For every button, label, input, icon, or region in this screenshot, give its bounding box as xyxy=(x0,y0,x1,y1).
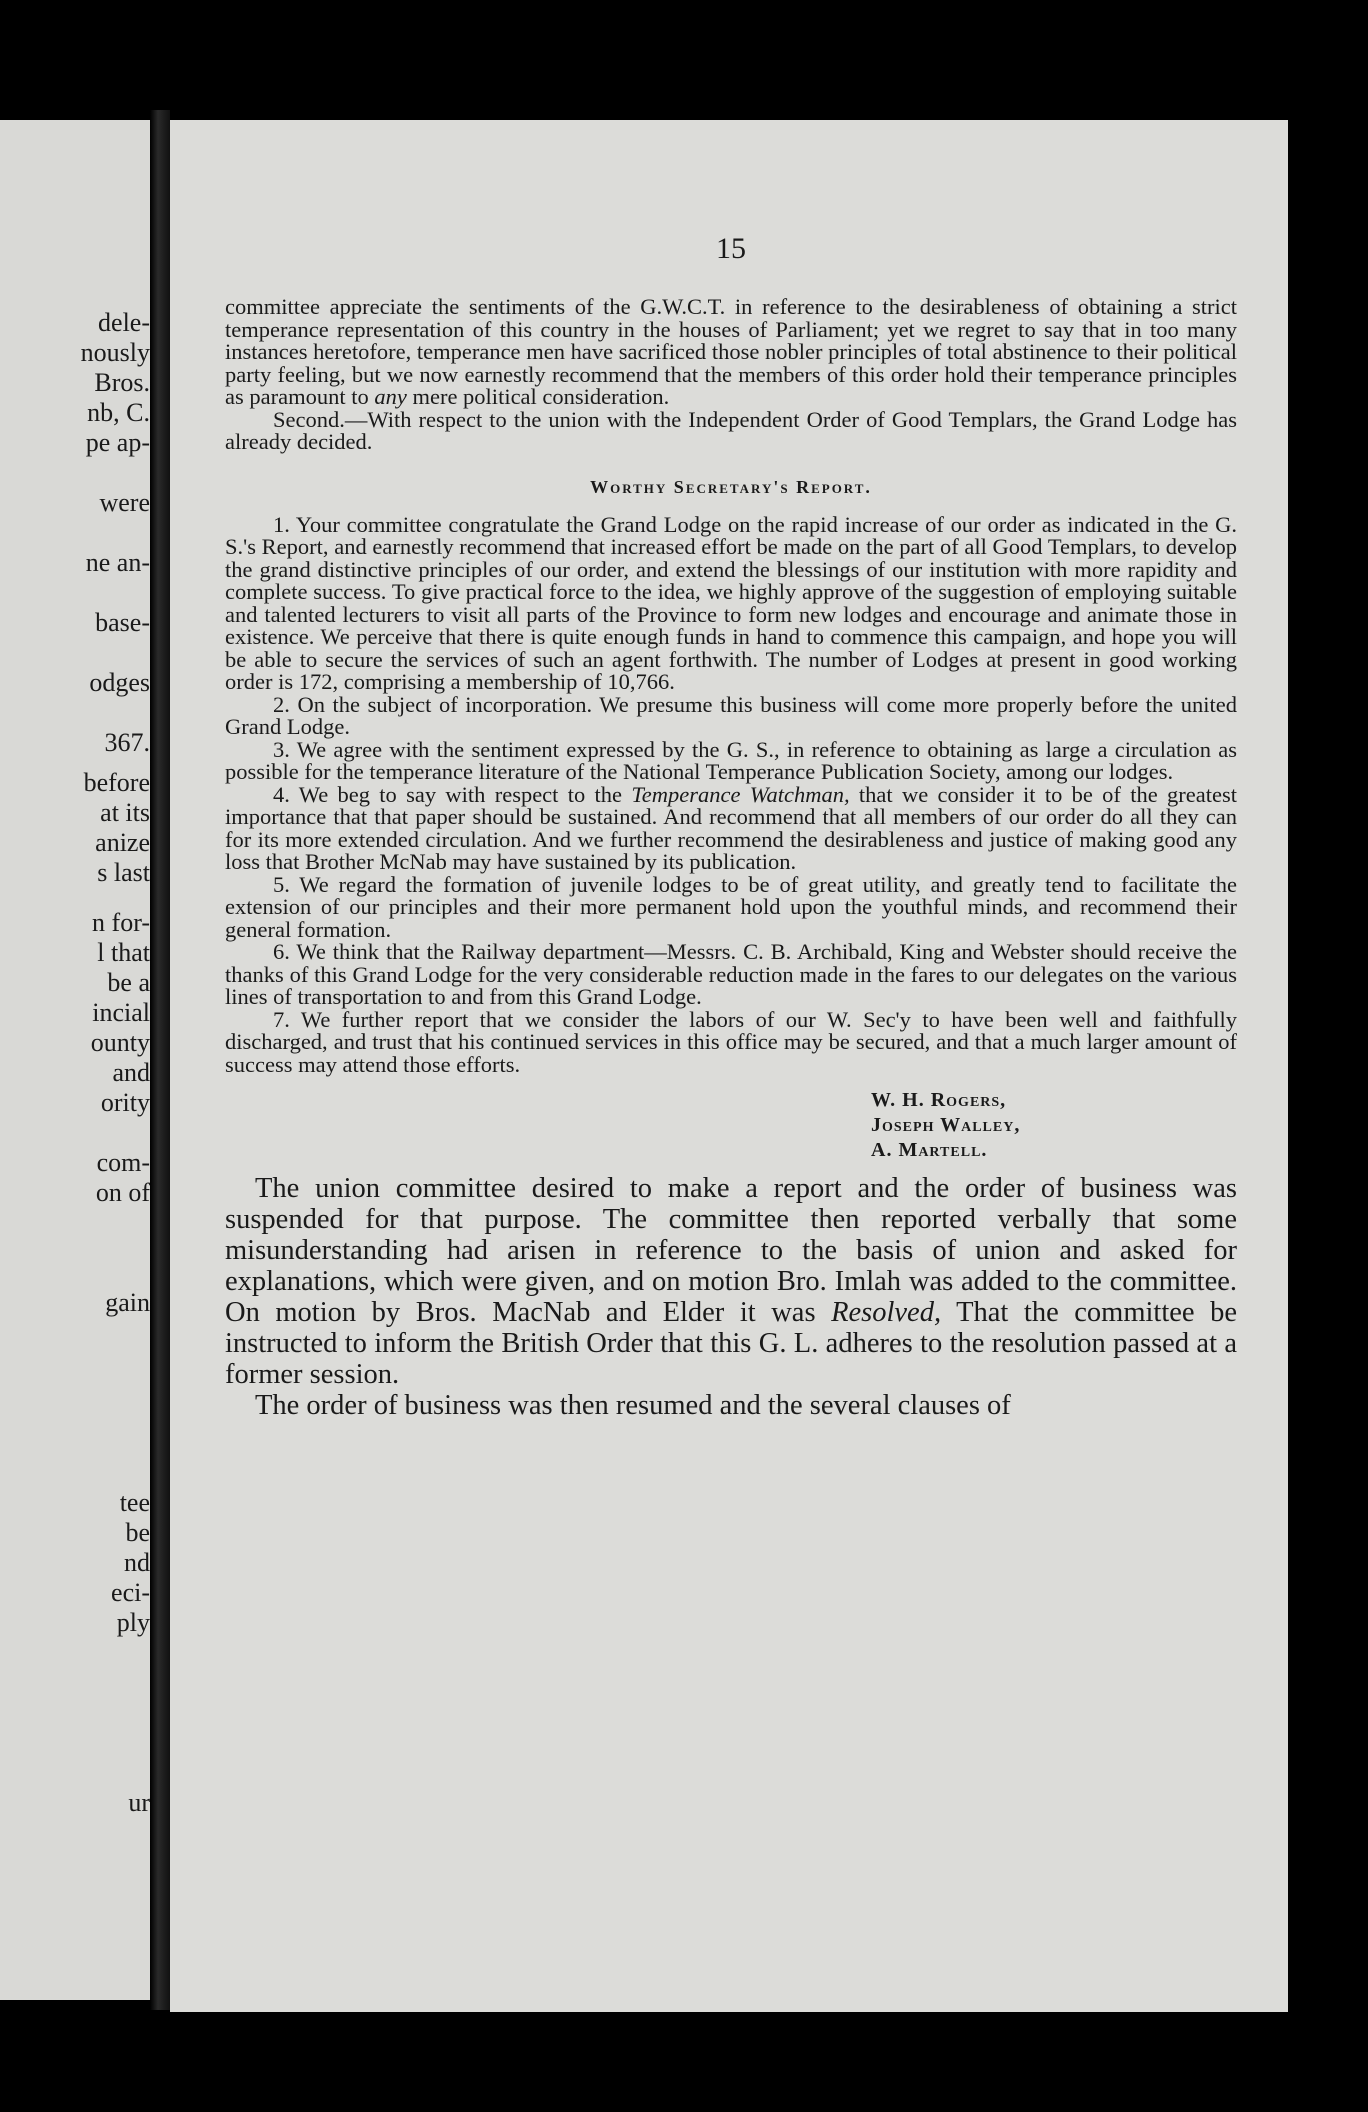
second-paragraph: Second.—With respect to the union with the Independent Order of Good Templars, the Grand Lodge has already decided. xyxy=(225,406,1237,454)
facing-line: nously xyxy=(80,338,150,367)
final-paragraph: The order of business was then resumed and the several clauses of xyxy=(255,1390,1011,1421)
document-page xyxy=(170,120,1288,2012)
facing-line: 367. xyxy=(104,728,150,757)
facing-line: before xyxy=(83,768,150,797)
facing-line: Bros. xyxy=(94,368,150,397)
opening-text: committee appreciate the sentiments of the G.W.C.T. in reference to the desirableness of obtaining a strict temperance representation of this country in the houses of Parliament; yet we regret to say that in too many instances heretofore, temperance men have sacrificed those nobler principles of total abstinence to their political party feeling, but we now earnestly recommend that the members of this order hold their temperance principles as paramount to xyxy=(225,294,1237,409)
opening-paragraph xyxy=(225,296,1237,409)
report-item: 6. We think that the Railway department—Messrs. C. B. Archibald, King and Webster should receive the thanks of this Grand Lodge for the very considerable reduction made in the fares to our delegates on the various lines of transportation to and from this Grand Lodge. xyxy=(225,939,1237,1009)
facing-line: ne an- xyxy=(85,548,150,577)
facing-line: ply xyxy=(116,1608,150,1637)
item4-pre: 4. We beg to say with respect to the xyxy=(273,781,623,807)
facing-line: ority xyxy=(100,1088,150,1117)
report-item: 3. We agree with the sentiment expressed by the G. S., in reference to obtaining as large a circulation as possible for the temperance literature of the National Temperance Publication Society, among our lodges. xyxy=(225,736,1237,784)
facing-line: be a xyxy=(107,968,150,997)
item4-emphasis: Temperance Watchman, xyxy=(631,781,850,807)
facing-line: be xyxy=(125,1518,150,1547)
facing-line: incial xyxy=(92,998,150,1027)
facing-page xyxy=(0,120,150,2000)
facing-line: base- xyxy=(95,608,150,637)
page-content xyxy=(225,232,1237,1421)
section-heading: Worthy Secretary's Report. xyxy=(590,476,872,497)
page-gutter xyxy=(150,110,170,2010)
union-text: The union committee desired to make a report and the order of business was suspended for that purpose. The committee then reported verbally that some misunderstanding had arisen in reference to the basis of union and asked for explanations, which were given, and on motion Bro. Imlah was added to the committee. On motion by Bros. MacNab and Elder it was xyxy=(225,1173,1237,1328)
facing-line: on of xyxy=(95,1178,150,1207)
facing-line: nb, C. xyxy=(87,398,150,427)
facing-line: ur xyxy=(128,1788,150,1817)
union-tail: That the committee be instructed to inform the British Order that this G. L. adheres to the resolution passed at a former session. xyxy=(225,1297,1237,1390)
facing-line: com- xyxy=(96,1148,150,1177)
opening-emphasis: any xyxy=(374,384,407,409)
union-paragraph xyxy=(225,1173,1237,1390)
facing-line: ounty xyxy=(90,1028,150,1057)
facing-line: and xyxy=(112,1058,150,1087)
proceedings-text xyxy=(225,1173,1237,1421)
opening-tail: mere political consideration. xyxy=(412,384,670,409)
union-emphasis: Resolved, xyxy=(831,1297,942,1328)
facing-line: pe ap- xyxy=(85,428,150,457)
facing-line: gain xyxy=(105,1288,150,1317)
report-item xyxy=(225,781,1237,874)
facing-line: l that xyxy=(97,938,150,967)
report-item: 7. We further report that we consider the labors of our W. Sec'y to have been well and faithfully discharged, and trust that his continued services in this office may be secured, and that a much larger amount of success may attend those efforts. xyxy=(225,1006,1237,1077)
signature: Joseph Walley, xyxy=(871,1114,1021,1136)
facing-line: n for- xyxy=(92,908,150,937)
facing-line: at its xyxy=(100,798,150,827)
facing-line: dele- xyxy=(98,308,150,337)
report-item: 1. Your committee congratulate the Grand Lodge on the rapid increase of our order as indicated in the G. S.'s Report, and earnestly recommend that increased effort be made on the part of all Good Templars, to develop the grand distinctive principles of our order, and extend the blessings of our institution with more rapidity and complete success. To give practical force to the idea, we highly approve of the suggestion of employing suitable and talented lecturers to visit all parts of the Province to form new lodges and encourage and animate those in existence. We perceive that there is quite enough funds in hand to commence this campaign, and hope you will be able to secure the services of such an agent forthwith. The number of Lodges at present in good working order is 172, comprising a membership of 10,766. xyxy=(225,511,1237,694)
facing-line: s last xyxy=(97,858,150,887)
report-item: 5. We regard the formation of juvenile lodges to be of great utility, and greatly tend to facilitate the extension of our principles and their more permanent hold upon the youthful minds, and recommend their general formation. xyxy=(225,871,1237,942)
signature: W. H. Rogers, xyxy=(871,1089,1007,1111)
facing-line: tee xyxy=(119,1488,150,1517)
page-number: 15 xyxy=(716,232,746,265)
item4-post: that we consider it to be of the greatest importance that that paper should be sustained. And recommend that all members of our order do all they can for its more extended circulation. And we further recommend the desirableness and justice of making good any loss that Brother McNab may have sustained by its publication. xyxy=(225,781,1237,874)
signature-block xyxy=(225,1088,1237,1163)
facing-line: eci- xyxy=(111,1578,150,1607)
signature: A. Martell. xyxy=(871,1139,988,1161)
facing-line: odges xyxy=(89,668,150,697)
committee-report xyxy=(225,296,1237,1076)
facing-line: were xyxy=(99,488,150,517)
report-item: 2. On the subject of incorporation. We presume this business will come more properly before the united Grand Lodge. xyxy=(225,691,1237,739)
facing-line: anize xyxy=(95,828,150,857)
facing-line: nd xyxy=(124,1548,150,1577)
